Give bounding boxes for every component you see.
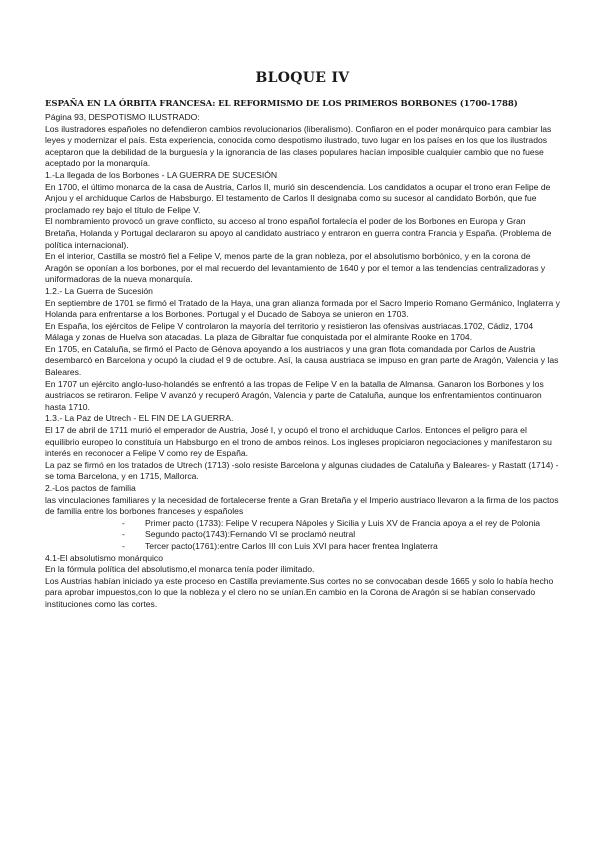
document-page [45,70,560,611]
document-subtitle: ESPAÑA EN LA ÓRBITA FRANCESA: EL REFORMISMO DE LOS PRIMEROS BORBONES (1700-1788) [45,99,518,109]
paragraph: Los Austrias habían iniciado ya este proceso en Castilla previamente.Sus cortes no se convocaban desde 1665 y solo lo había hecho para aprobar impuestos,con lo que la nobleza y el clero no se unían.En cambio en la Corona de Aragón si se habían conservado instituciones como las cortes. [45,575,554,609]
section-heading-despotismo: Página 93, DESPOTISMO ILUSTRADO: [45,112,200,122]
paragraph: El 17 de abril de 1711 murió el emperador de Austria, José I, y ocupó el trono el archiduque Carlos. Entonces el peligro para el equilibrio europeo lo constituía un Habsburgo en el trono de ambos reinos. Los ingleses propiciaron negociaciones y manifestaron su interés en reconocer a Felipe V como rey de España. [45,425,552,459]
section-heading-pactos: 2.-Los pactos de familia [45,483,136,493]
paragraph: las vinculaciones familiares y la necesidad de fortalecerse frente a Gran Bretaña y el Imperio austriaco llevaron a la firma de los pactos de familia entre los borbones franceses y españoles [45,494,559,517]
paragraph: En España, los ejércitos de Felipe V controlaron la mayoría del territorio y resistieron las ofensivas austriacas.1702, Cádiz, 1704 Málaga y zonas de Huelva son atacadas. La plaza de Gibraltar fue conquistada por el almirante Rooke en 1704. [45,320,534,343]
paragraph: En la fórmula política del absolutismo,el monarca tenía poder ilimitado. [45,564,315,575]
paragraph: Los ilustradores españoles no defendieron cambios revolucionarios (liberalismo). Confiaron en el poder monárquico para cambiar las leyes y modernizar el país. Esta experiencia, conocida como despotismo ilustrado, tuvo lugar en los países en los que los ilustrados aceptaron que la debilidad de la burguesía y la ignorancia de las clases populares hacían imposible cualquier cambio que no fuese aceptado por la monarquía. [45,123,552,169]
section-heading-absolutismo: 4.1-El absolutismo monárquico [45,552,163,563]
list-item: - Tercer pacto(1761):entre Carlos III con Luis XVI para hacer frentea Inglaterra [145,541,560,553]
paragraph: En septiembre de 1701 se firmó el Tratado de la Haya, una gran alianza formada por el Sacro Imperio Romano Germánico, Inglaterra y Holanda para enfrentarse a los Borbones. Portugal y el Ducado de Saboya se unieron en 1703. [45,297,560,320]
list-item: - Segundo pacto(1743):Fernando VI se proclamó neutral [145,529,560,541]
paragraph: En 1700, el último monarca de la casa de Austria, Carlos II, murió sin descendencia. Los candidatos a ocupar el trono eran Felipe de Anjou y el archiduque Carlos de Habsburgo. El testamento de Carlos II designaba como su sucesor al candidato Borbón, que fue proclamado rey bajo el título de Felipe V. [45,181,551,215]
list-item: - Primer pacto (1733): Felipe V recupera Nápoles y Sicilia y Luis XV de Francia apoya a el rey de Polonia [145,518,560,530]
paragraph: En 1707 un ejército anglo-luso-holandés se enfrentó a las tropas de Felipe V en la batalla de Almansa. Ganaron los Borbones y los austriacos se retiraron. Felipe V avanzó y recuperó Aragón, Valencia y parte de Cataluña, aunque los enfrentamientos continuaron hasta 1710. [45,378,544,412]
section-heading-borbones: 1.-La llegada de los Borbones - LA GUERRA DE SUCESIÓN [45,169,278,180]
paragraph: En el interior, Castilla se mostró fiel a Felipe V, menos parte de la gran nobleza, por el absolutismo borbónico, y en la corona de Aragón se oponían a los borbones, por el mal recuerdo del levantamiento de 1640 y por el temor a las tendencias centralizadoras y uniformadoras de la nueva monarquía. [45,251,546,285]
section-heading-paz-utrech: 1.3.- La Paz de Utrech - EL FIN DE LA GUERRA. [45,413,234,424]
document-title: BLOQUE IV [255,70,350,86]
paragraph: En 1705, en Cataluña, se firmó el Pacto de Génova apoyando a los austriacos y una gran flota comandada por Carlos de Austria desembarcó en Barcelona y ocupó la ciudad el 9 de octubre. Así, la causa austriaca se impuso en gran parte de Aragón, Valencia y las Baleares. [45,343,559,378]
paragraph: La paz se firmó en los tratados de Utrech (1713) -solo resiste Barcelona y algunas ciudades de Cataluña y Baleares- y Rastatt (1714) -se toma Barcelona, y en 1715, Mallorca. [45,459,559,482]
paragraph: El nombramiento provocó un grave conflicto, su acceso al trono español fortalecía el poder de los Borbones en Europa y Gran Bretaña, Holanda y Portugal declararon su apoyo al candidato austriaco y entraron en guerra contra Francia y España. (Problema de política internacional). [45,216,552,250]
pacts-list [45,518,560,553]
section-heading-guerra: 1.2.- La Guerra de Sucesión [45,285,153,296]
